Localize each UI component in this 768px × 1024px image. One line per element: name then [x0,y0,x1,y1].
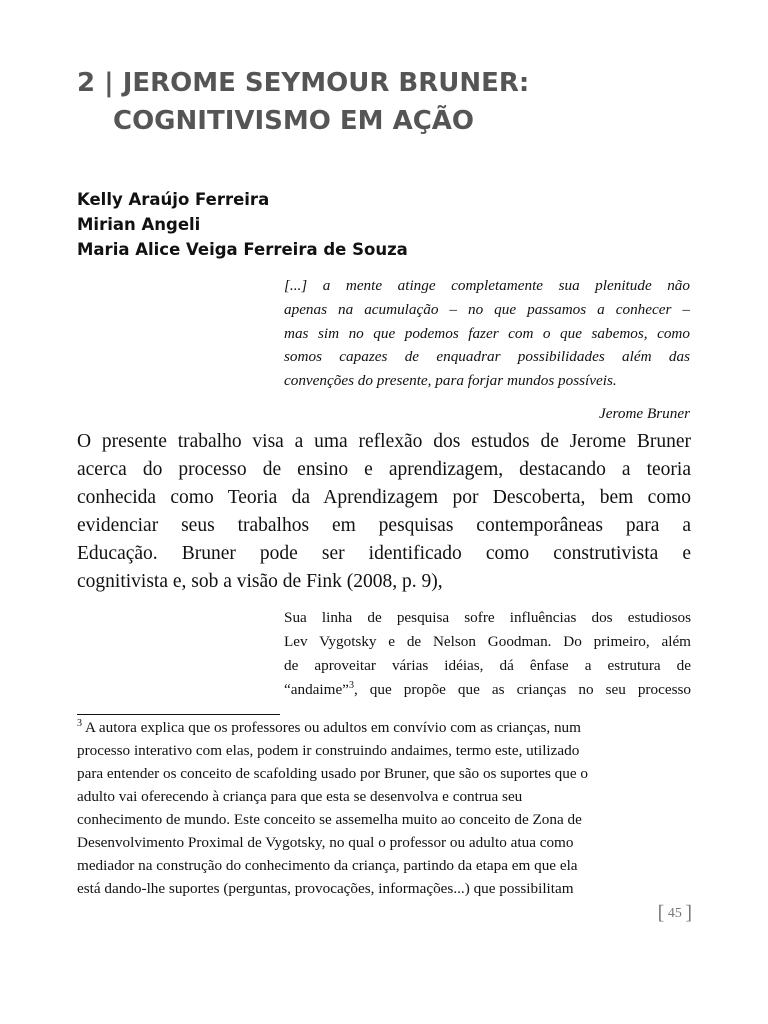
body-line: O presente trabalho visa a uma reflexão dos estudos de Jerome Bruner [77,431,691,452]
page-number-bracket: [ [657,902,665,924]
page-number-bracket: ] [685,902,692,924]
footnote [77,716,697,900]
author-name: Kelly Araújo Ferreira [77,190,270,209]
body-line: cognitivista e, sob a visão de Fink (2008, p. 9), [77,571,443,592]
author-name: Mirian Angeli [77,215,201,234]
block-quote [284,606,691,702]
epigraph-line: apenas na acumulação – no que passamos a conhecer – [284,300,690,318]
quote-line-text: , que propõe que as crianças no seu processo [353,681,691,698]
footnote-divider [77,714,280,715]
epigraph-line: mas sim no que podemos fazer com o que sabemos, como [284,324,690,342]
epigraph-line: [...] a mente atinge completamente sua plenitude não [284,277,690,294]
body-line: evidenciar seus trabalhos em pesquisas contemporâneas para a [77,515,691,536]
body-line: acerca do processo de ensino e aprendizagem, destacando a teoria [77,459,691,480]
page-number-value: 45 [667,906,682,921]
epigraph-author: Jerome Bruner [599,405,690,422]
footnote-line: conhecimento de mundo. Este conceito se assemelha muito ao conceito de Zona de [77,811,582,828]
footnote-line: adulto vai oferecendo à criança para que esta se desenvolva e contrua seu [77,788,523,805]
footnote-line: Desenvolvimento Proximal de Vygotsky, no qual o professor ou adulto atua como [77,834,574,851]
footnote-line: processo interativo com elas, podem ir construindo andaimes, termo este, utilizado [77,742,580,759]
chapter-title [77,64,717,140]
epigraph-line: somos capazes de enquadrar possibilidades além das [284,348,690,366]
footnote-line: mediador na construção do conhecimento da criança, partindo da etapa em que ela [77,857,578,874]
quote-line: Sua linha de pesquisa sofre influências dos estudiosos [284,609,691,626]
quote-line [284,678,691,702]
author-list [77,187,677,262]
chapter-title-line2: COGNITIVISMO EM AÇÃO [113,106,475,136]
epigraph [284,274,690,393]
body-paragraph [77,428,691,596]
footnote-line: está dando-lhe suportes (perguntas, provocações, informações...) que possibilitam [77,880,574,897]
quote-line: de aproveitar várias idéias, dá ênfase a estrutura de [284,657,691,674]
footnote-line [77,716,697,739]
footnote-marker: 3 [77,717,82,729]
footnote-reference[interactable]: 3 [348,679,354,691]
body-line: conhecida como Teoria da Aprendizagem por Descoberta, bem como [77,487,691,508]
quote-line: Lev Vygotsky e de Nelson Goodman. Do primeiro, além [284,633,691,650]
author-name: Maria Alice Veiga Ferreira de Souza [77,240,408,259]
epigraph-line: convenções do presente, para forjar mundos possíveis. [284,372,617,390]
chapter-title-line1: 2 | JEROME SEYMOUR BRUNER: [77,68,530,98]
quote-line-text: “andaime” [284,681,349,698]
footnote-text: A autora explica que os professores ou adultos em convívio com as crianças, num [82,719,581,736]
footnote-line: para entender os conceito de scafolding usado por Bruner, que são os suportes que o [77,765,588,782]
body-line: Educação. Bruner pode ser identificado como construtivista e [77,543,691,564]
page-number [658,902,692,925]
